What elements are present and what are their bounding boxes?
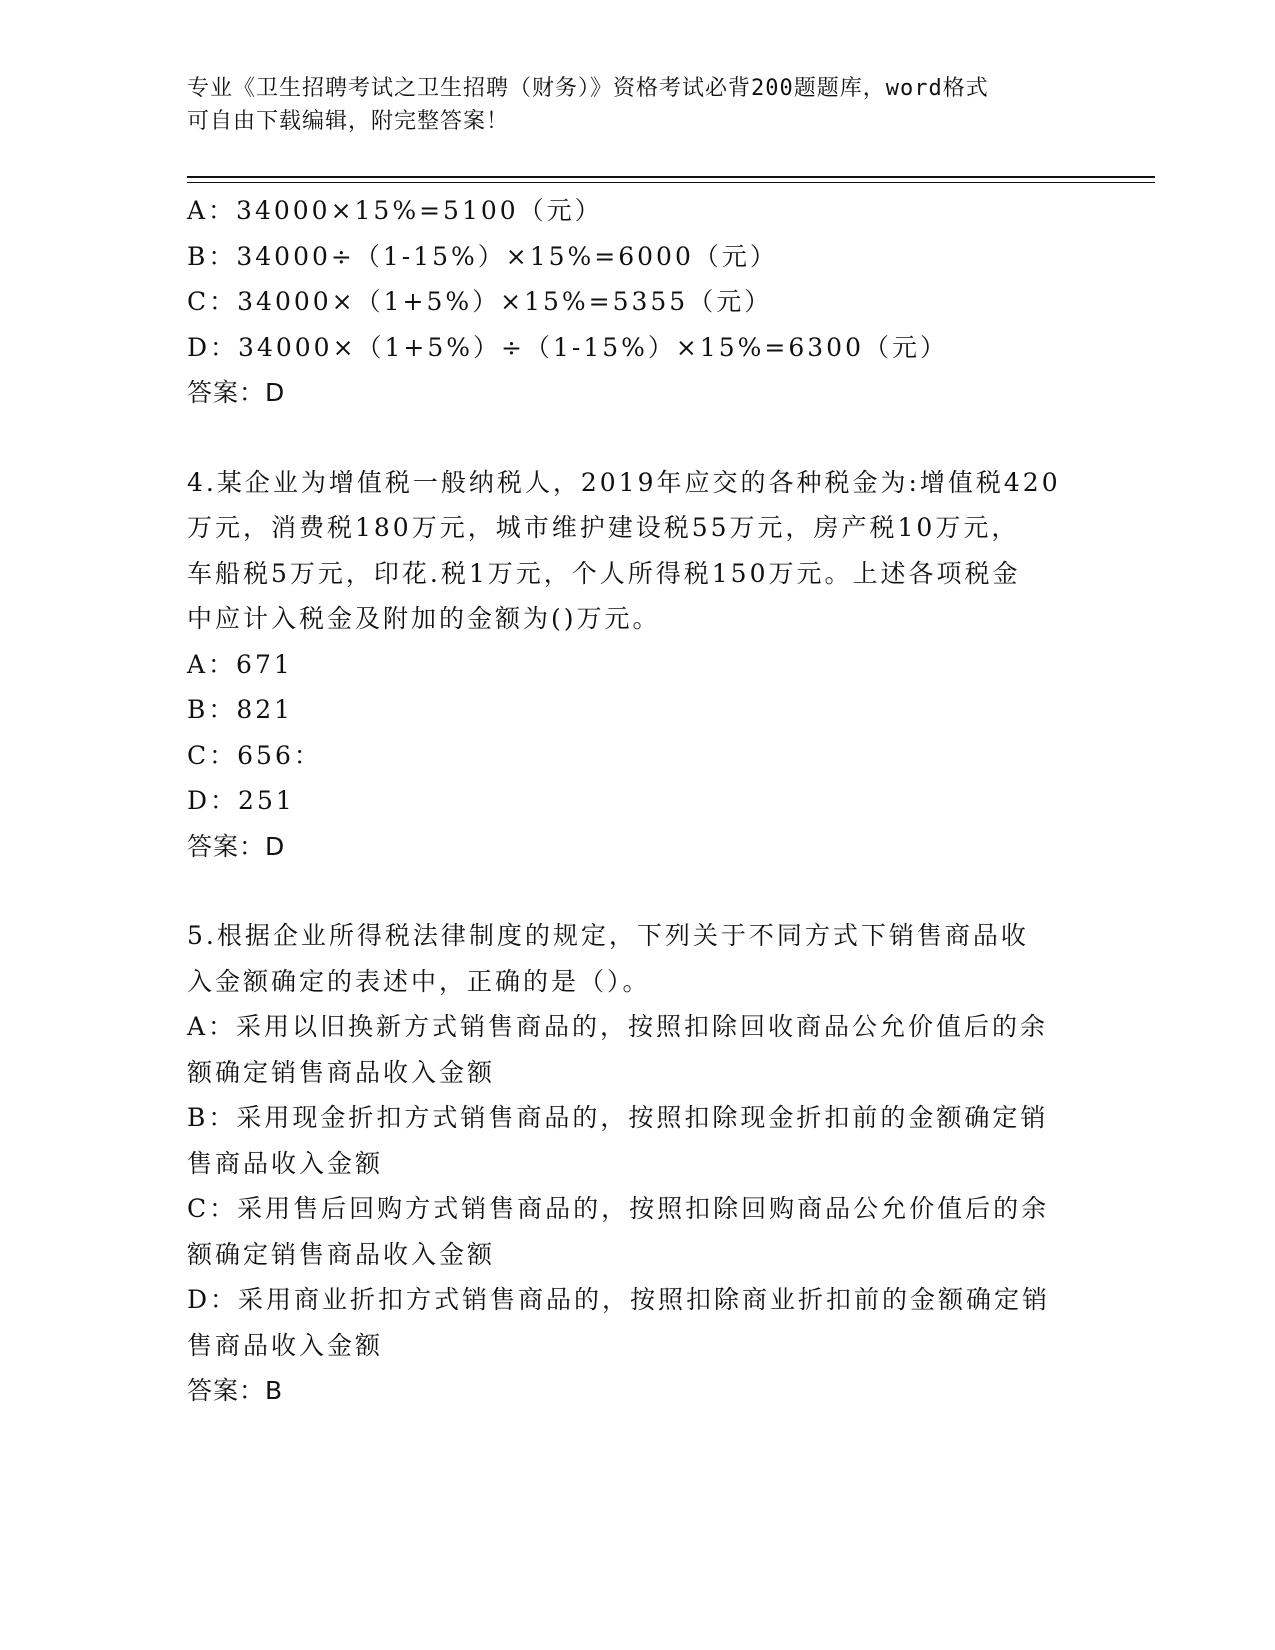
option-b: B：采用现金折扣方式销售商品的，按照扣除现金折扣前的金额确定销 (187, 1103, 1049, 1132)
question-4 (187, 460, 1087, 870)
option-d: D：34000×（1+5%）÷（1-15%）×15%=6300（元） (187, 332, 948, 362)
question-stem-line: 车船税5万元，印花.税1万元，个人所得税150万元。上述各项税金 (187, 558, 1021, 588)
header-divider-thick (187, 176, 1155, 178)
option-b-continued: 售商品收入金额 (187, 1148, 384, 1178)
answer: 答案：D (187, 831, 286, 861)
answer: 答案：B (187, 1376, 284, 1405)
option-c: C：采用售后回购方式销售商品的，按照扣除回购商品公允价值后的余 (187, 1194, 1050, 1223)
option-b: B：34000÷（1-15%）×15%=6000（元） (187, 241, 778, 271)
option-a: A：34000×15%=5100（元） (187, 196, 603, 225)
option-a: A：采用以旧换新方式销售商品的，按照扣除回收商品公允价值后的余 (187, 1012, 1049, 1041)
answer: 答案：D (187, 378, 286, 407)
question-stem-line: 入金额确定的表述中，正确的是（）。 (187, 966, 651, 996)
document-header (187, 72, 1067, 138)
option-d-continued: 售商品收入金额 (187, 1330, 384, 1360)
option-c: C：34000×（1+5%）×15%=5355（元） (187, 287, 773, 316)
question-5 (187, 913, 1087, 1414)
option-c: C：656： (187, 740, 322, 770)
question-stem-line: 中应计入税金及附加的金额为()万元。 (187, 604, 661, 633)
question-3 (187, 188, 1087, 416)
spacer (187, 416, 1087, 460)
option-d: D：251 (187, 786, 295, 815)
header-divider-thin (187, 182, 1155, 183)
question-stem-line: 4.某企业为增值税一般纳税人，2019年应交的各种税金为:增值税420 (187, 467, 1061, 497)
spacer (187, 869, 1087, 913)
option-d: D：采用商业折扣方式销售商品的，按照扣除商业折扣前的金额确定销 (187, 1285, 1051, 1314)
option-a: A：671 (187, 649, 293, 679)
question-stem-line: 万元，消费税180万元，城市维护建设税55万元，房产税10万元， (187, 513, 1020, 542)
header-line-2: 可自由下载编辑，附完整答案！ (187, 109, 510, 134)
header-line-1: 专业《卫生招聘考试之卫生招聘（财务）》资格考试必背200题题库，word格式 (187, 76, 989, 101)
option-b: B：821 (187, 695, 294, 724)
question-stem-line: 5.根据企业所得税法律制度的规定，下列关于不同方式下销售商品收 (187, 921, 1029, 950)
option-a-continued: 额确定销售商品收入金额 (187, 1057, 496, 1087)
document-body (187, 188, 1087, 1414)
option-c-continued: 额确定销售商品收入金额 (187, 1239, 496, 1269)
